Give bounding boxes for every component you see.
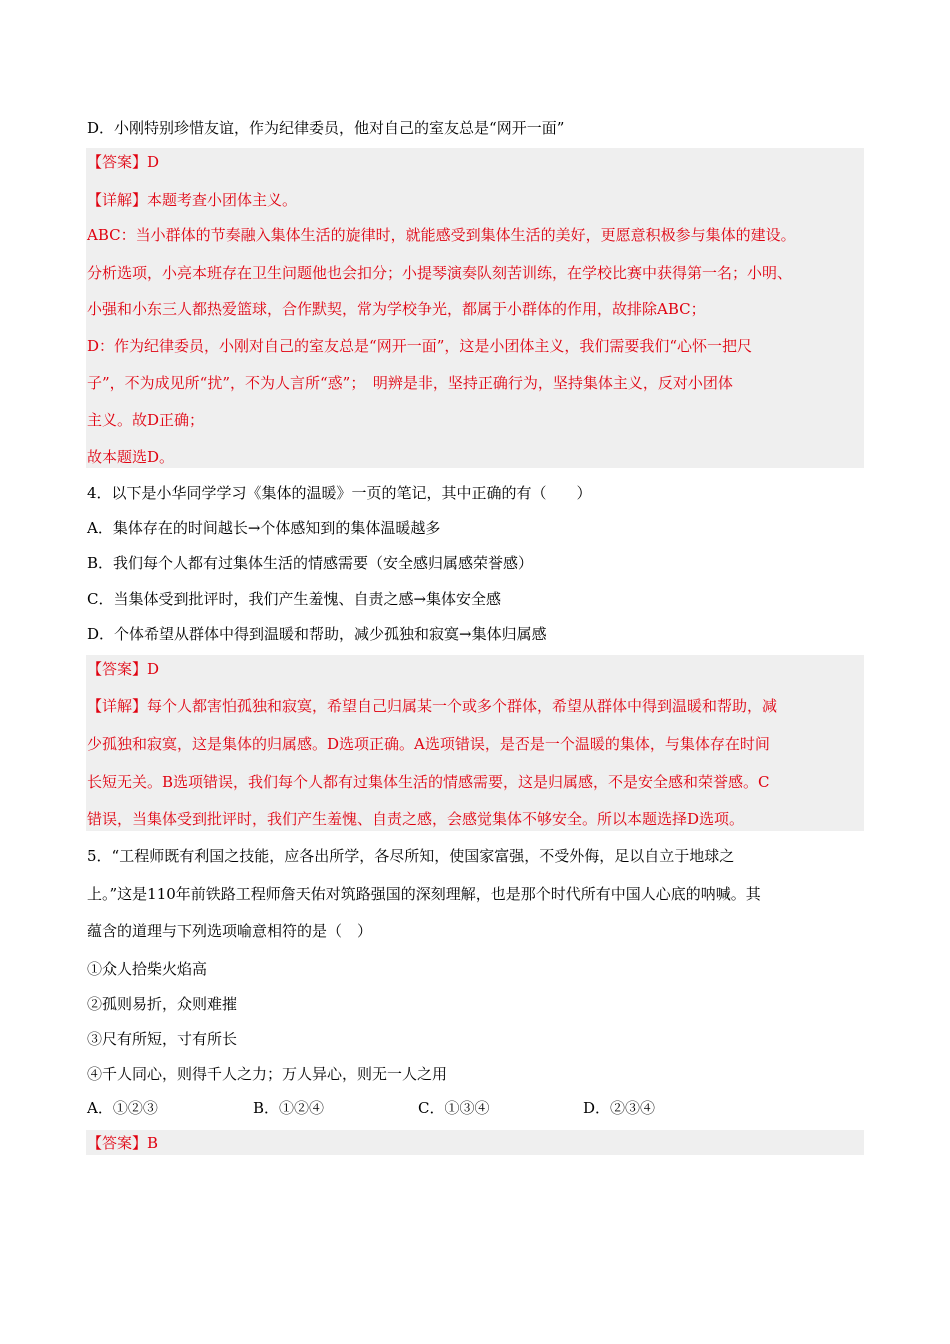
q5-choice-a: A．①②③ [87,1099,158,1117]
q5-choice-d: D．②③④ [583,1099,656,1117]
q4-stem: 4．以下是小华同学学习《集体的温暖》一页的笔记，其中正确的有（ ） [87,484,592,502]
q5-answer: 【答案】B [87,1134,159,1152]
q3-option-d: D．小刚特别珍惜友谊，作为纪律委员，他对自己的室友总是“网开一面” [87,119,565,137]
q3-detail-line: ABC：当小群体的节奏融入集体生活的旋律时，就能感受到集体生活的美好，更愿意积极参与集体的建设。 [87,226,796,244]
q3-detail-line: 小强和小东三人都热爱篮球，合作默契，常为学校争光，都属于小群体的作用，故排除ABC； [87,300,706,318]
q3-detail-line: 【详解】本题考查小团体主义。 [87,191,298,209]
q5-choice-c: C．①③④ [418,1099,490,1117]
q5-statement-4: ④千人同心，则得千人之力；万人异心，则无一人之用 [87,1065,448,1083]
q5-stem-line: 蕴含的道理与下列选项喻意相符的是（ ） [87,922,373,940]
q5-choice-b: B．①②④ [253,1099,325,1117]
q5-statement-3: ③尺有所短，寸有所长 [87,1030,238,1048]
q4-option-d: D．个体希望从群体中得到温暖和帮助，减少孤独和寂寞→集体归属感 [87,625,547,643]
q5-stem-line: 5．“工程师既有利国之技能，应各出所学，各尽所知，使国家富强，不受外侮，足以自立于地球之 [87,847,735,865]
q4-option-b: B．我们每个人都有过集体生活的情感需要（安全感归属感荣誉感） [87,554,534,572]
q3-answer: 【答案】D [87,153,160,171]
q4-detail-line: 【详解】每个人都害怕孤独和寂寞，希望自己归属某一个或多个群体，希望从群体中得到温暖和帮助，减 [87,697,778,715]
q5-statement-2: ②孤则易折，众则难摧 [87,995,238,1013]
q3-detail-line: 主义。故D正确； [87,411,205,429]
q3-detail-line: 分析选项，小亮本班存在卫生问题他也会扣分；小提琴演奏队刻苦训练，在学校比赛中获得第一名；小明、 [87,264,793,282]
q4-option-a: A．集体存在的时间越长→个体感知到的集体温暖越多 [87,519,441,537]
q3-detail-line: D：作为纪律委员，小刚对自己的室友总是“网开一面”，这是小团体主义，我们需要我们“心怀一把尺 [87,337,753,355]
q4-detail-line: 长短无关。B选项错误，我们每个人都有过集体生活的情感需要，这是归属感，不是安全感和荣誉感。C [87,773,770,791]
q5-stem-line: 上。”这是110年前铁路工程师詹天佑对筑路强国的深刻理解，也是那个时代所有中国人心底的呐喊。其 [87,885,761,903]
q3-detail-line: 子”，不为成见所“扰”，不为人言所“惑”； 明辨是非，坚持正确行为，坚持集体主义，反对小团体 [87,374,733,392]
q3-detail-line: 故本题选D。 [87,448,175,466]
q5-statement-1: ①众人拾柴火焰高 [87,960,208,978]
q4-detail-line: 少孤独和寂寞，这是集体的归属感。D选项正确。A选项错误，是否是一个温暖的集体，与集体存在时间 [87,735,770,753]
q4-answer: 【答案】D [87,660,160,678]
q4-detail-line: 错误，当集体受到批评时，我们产生羞愧、自责之感，会感觉集体不够安全。所以本题选择D选项。 [87,810,745,828]
q4-option-c: C．当集体受到批评时，我们产生羞愧、自责之感→集体安全感 [87,590,502,608]
